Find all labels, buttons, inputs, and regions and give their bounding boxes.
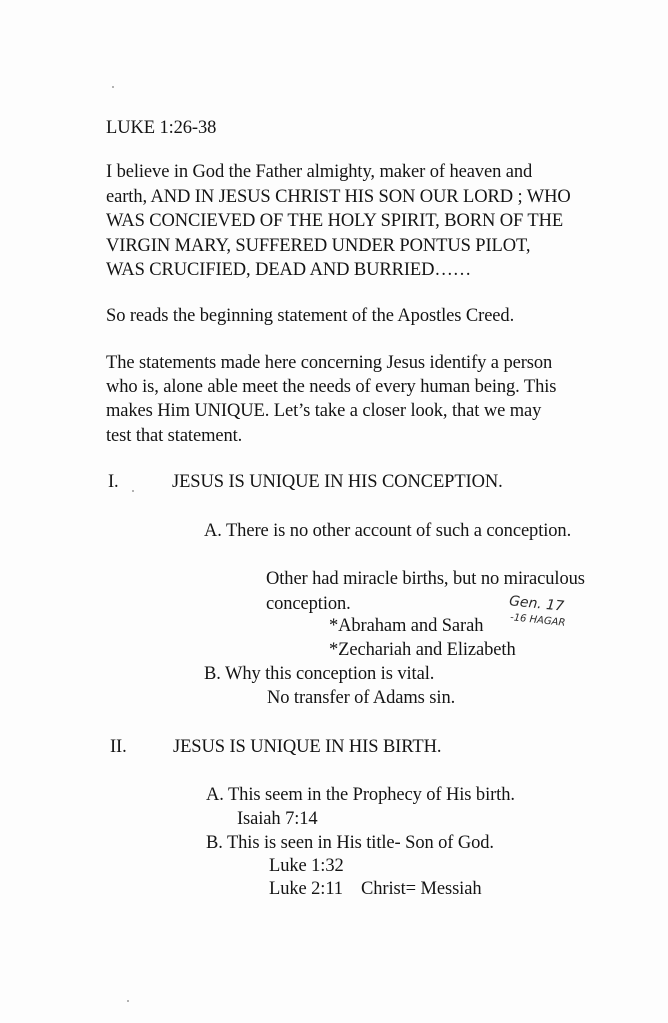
section-2-numeral: II. bbox=[110, 737, 127, 757]
unique-paragraph-line: test that statement. bbox=[106, 426, 243, 446]
example-abraham-sarah: *Abraham and Sarah bbox=[329, 616, 484, 636]
intro-line: WAS CONCIEVED OF THE HOLY SPIRIT, BORN OF THE bbox=[106, 211, 564, 231]
section-1-numeral: I. bbox=[108, 472, 119, 492]
section-2-ref-luke-2-11: Luke 2:11 Christ= Messiah bbox=[269, 879, 482, 899]
intro-line: WAS CRUCIFIED, DEAD AND BURRIED…… bbox=[106, 260, 472, 280]
section-2-title: JESUS IS UNIQUE IN HIS BIRTH. bbox=[173, 737, 442, 757]
section-2-point-b: B. This is seen in His title- Son of God. bbox=[206, 833, 494, 853]
scan-speck bbox=[132, 490, 134, 492]
example-zechariah-elizabeth: *Zechariah and Elizabeth bbox=[329, 640, 516, 660]
unique-paragraph-line: who is, alone able meet the needs of every human being. This bbox=[106, 377, 557, 397]
handwritten-note-gen: Gen. 17 bbox=[508, 593, 565, 615]
section-1-point-b-detail: No transfer of Adams sin. bbox=[267, 688, 456, 708]
intro-line: earth, AND IN JESUS CHRIST HIS SON OUR LORD ; WHO bbox=[106, 187, 571, 207]
section-2-point-a: A. This seem in the Prophecy of His birth. bbox=[206, 785, 515, 805]
scan-speck bbox=[112, 86, 114, 88]
intro-line: VIRGIN MARY, SUFFERED UNDER PONTUS PILOT, bbox=[106, 236, 531, 256]
scripture-heading: LUKE 1:26-38 bbox=[106, 118, 217, 138]
section-1-note-line: Other had miracle births, but no miraculous bbox=[266, 569, 585, 589]
scan-speck bbox=[127, 1000, 129, 1002]
section-2-point-a-ref: Isaiah 7:14 bbox=[237, 809, 318, 829]
section-1-note-line: conception. bbox=[266, 594, 351, 614]
section-2-ref-luke-1-32: Luke 1:32 bbox=[269, 856, 344, 876]
creed-statement: So reads the beginning statement of the Apostles Creed. bbox=[106, 306, 515, 326]
section-1-title: JESUS IS UNIQUE IN HIS CONCEPTION. bbox=[172, 472, 503, 492]
handwritten-note-hagar: -16 HAGAR bbox=[509, 612, 566, 629]
intro-line: I believe in God the Father almighty, maker of heaven and bbox=[106, 162, 533, 182]
section-1-point-a: A. There is no other account of such a conception. bbox=[204, 521, 572, 541]
unique-paragraph-line: makes Him UNIQUE. Let’s take a closer look, that we may bbox=[106, 401, 542, 421]
section-1-point-b: B. Why this conception is vital. bbox=[204, 664, 435, 684]
unique-paragraph-line: The statements made here concerning Jesus identify a person bbox=[106, 353, 553, 373]
